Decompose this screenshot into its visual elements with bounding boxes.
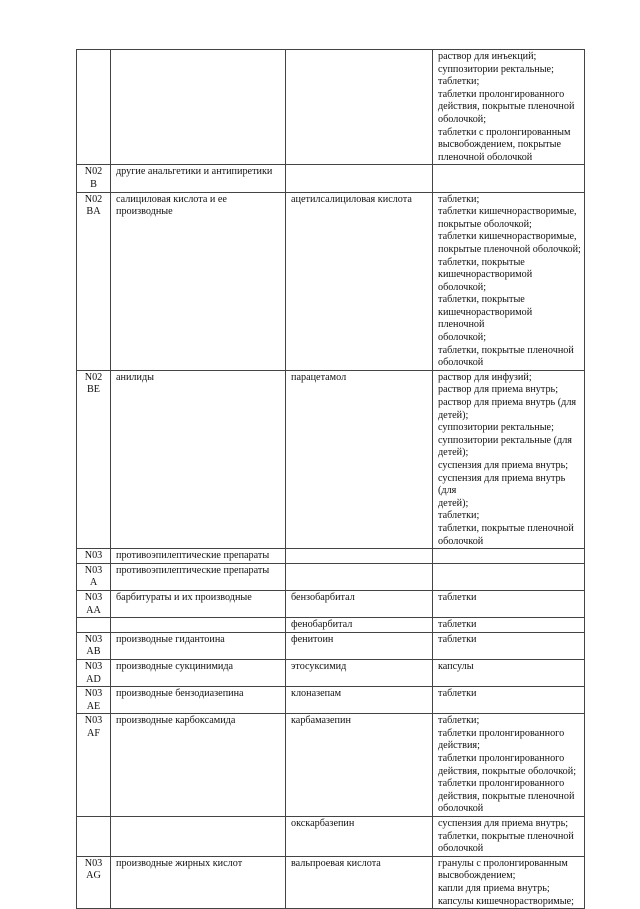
dosage-form-line: таблетки; bbox=[438, 76, 480, 88]
dosage-form-line: таблетки bbox=[438, 591, 477, 603]
atc-code-text: AA bbox=[86, 604, 101, 616]
dosage-form-line: гранулы с пролонгированным bbox=[438, 857, 568, 869]
group-name-cell: барбитураты и их производные bbox=[111, 590, 286, 617]
dosage-form-line: таблетки пролонгированного bbox=[438, 753, 565, 765]
dosage-form-line: действия, покрытые пленочной bbox=[438, 101, 575, 113]
dosage-form-line: действия, покрытые оболочкой; bbox=[438, 765, 577, 777]
dosage-form-line: раствор для приема внутрь; bbox=[438, 384, 559, 396]
dosage-form-line: капсулы кишечнорастворимые; bbox=[438, 895, 574, 907]
atc-code-text: AD bbox=[86, 673, 101, 685]
dosage-form-line: суспензия для приема внутрь; bbox=[438, 818, 569, 830]
substance-name-cell: карбамазепин bbox=[286, 714, 433, 817]
atc-code-cell bbox=[77, 632, 111, 659]
dosage-forms-cell bbox=[433, 165, 585, 192]
dosage-form-line: капсулы bbox=[438, 660, 474, 672]
table-row bbox=[77, 632, 585, 659]
atc-code-text: N03 bbox=[84, 715, 103, 727]
atc-code-text: N03 bbox=[84, 688, 103, 700]
substance-name-cell: окскарбазепин bbox=[286, 817, 433, 857]
dosage-form-line: таблетки; bbox=[438, 715, 480, 727]
group-name-cell bbox=[111, 618, 286, 633]
dosage-form-line: действия, покрытые пленочной bbox=[438, 790, 575, 802]
atc-code-cell bbox=[77, 192, 111, 370]
dosage-form-line: капли для приема внутрь; bbox=[438, 883, 550, 894]
table-row bbox=[77, 165, 585, 192]
atc-code-cell bbox=[77, 165, 111, 192]
table-body bbox=[77, 50, 585, 909]
dosage-form-line: кишечнорастворимой оболочкой; bbox=[438, 269, 533, 293]
atc-code-text: N03 bbox=[84, 591, 103, 603]
atc-code-text: AG bbox=[86, 870, 101, 882]
dosage-form-line: оболочкой bbox=[438, 357, 484, 369]
atc-code-cell bbox=[77, 659, 111, 686]
group-name-cell: производные карбоксамида bbox=[111, 714, 286, 817]
dosage-form-line: высвобождением, покрытые bbox=[438, 139, 561, 151]
dosage-forms-cell bbox=[433, 50, 585, 165]
substance-name-cell: ацетилсалициловая кислота bbox=[286, 192, 433, 370]
atc-code-text: N02 bbox=[84, 371, 103, 383]
dosage-form-line: суппозитории ректальные; bbox=[438, 422, 554, 434]
substance-name-cell: клоназепам bbox=[286, 687, 433, 714]
atc-code-text: B bbox=[90, 178, 97, 190]
group-name-cell: салициловая кислота и ее производные bbox=[111, 192, 286, 370]
dosage-forms-cell bbox=[433, 370, 585, 548]
dosage-form-line: высвобождением; bbox=[438, 870, 516, 882]
drug-list-table bbox=[76, 49, 585, 909]
dosage-form-line: раствор для инфузий; bbox=[438, 371, 532, 383]
table-row bbox=[77, 659, 585, 686]
dosage-forms-cell bbox=[433, 714, 585, 817]
table-row bbox=[77, 50, 585, 165]
dosage-forms-cell bbox=[433, 817, 585, 857]
dosage-form-line: суспензия для приема внутрь (для bbox=[438, 472, 566, 497]
dosage-forms-cell bbox=[433, 590, 585, 617]
substance-name-cell: фенобарбитал bbox=[286, 618, 433, 633]
atc-code-cell bbox=[77, 50, 111, 165]
substance-name-cell bbox=[286, 50, 433, 165]
atc-code-text: N03 bbox=[84, 633, 103, 645]
substance-name-cell: этосуксимид bbox=[286, 659, 433, 686]
dosage-form-line: таблетки bbox=[438, 619, 477, 631]
dosage-form-line: оболочкой bbox=[438, 843, 484, 855]
atc-code-text: BA bbox=[86, 206, 101, 218]
atc-code-text: BE bbox=[86, 384, 101, 396]
table-row bbox=[77, 687, 585, 714]
dosage-form-line: таблетки, покрытые bbox=[438, 256, 525, 268]
dosage-forms-cell bbox=[433, 192, 585, 370]
dosage-form-line: детей); bbox=[438, 497, 469, 509]
atc-code-cell bbox=[77, 856, 111, 908]
group-name-cell: производные жирных кислот bbox=[111, 856, 286, 908]
substance-name-cell bbox=[286, 165, 433, 192]
atc-code-text: AF bbox=[86, 727, 101, 739]
dosage-form-line: таблетки пролонгированного bbox=[438, 88, 565, 100]
atc-code-text: N02 bbox=[84, 193, 103, 205]
dosage-forms-cell bbox=[433, 618, 585, 633]
substance-name-cell: бензобарбитал bbox=[286, 590, 433, 617]
dosage-form-line: таблетки; bbox=[438, 193, 480, 205]
dosage-form-line: таблетки, покрытые bbox=[438, 294, 525, 306]
atc-code-cell bbox=[77, 618, 111, 633]
substance-name-cell bbox=[286, 563, 433, 590]
table-row bbox=[77, 549, 585, 564]
group-name-cell bbox=[111, 50, 286, 165]
table-row bbox=[77, 618, 585, 633]
table-row bbox=[77, 590, 585, 617]
dosage-forms-cell bbox=[433, 687, 585, 714]
table-row bbox=[77, 192, 585, 370]
dosage-form-line: пленочной оболочкой bbox=[438, 151, 533, 163]
dosage-form-line: таблетки пролонгированного bbox=[438, 727, 565, 739]
table-row bbox=[77, 856, 585, 908]
dosage-form-line: раствор для инъекций; bbox=[438, 51, 537, 62]
atc-code-cell bbox=[77, 549, 111, 564]
atc-code-text: N03 bbox=[84, 857, 103, 869]
group-name-cell: противоэпилептические препараты bbox=[111, 563, 286, 590]
dosage-form-line: таблетки, покрытые пленочной bbox=[438, 522, 574, 534]
atc-code-text: N02 bbox=[84, 166, 103, 178]
substance-name-cell: фенитоин bbox=[286, 632, 433, 659]
atc-code-cell bbox=[77, 590, 111, 617]
atc-code-text: N03 bbox=[84, 564, 103, 576]
table-row bbox=[77, 370, 585, 548]
dosage-form-line: таблетки, покрытые пленочной bbox=[438, 830, 574, 842]
dosage-form-line: суппозитории ректальные (для bbox=[438, 434, 572, 446]
dosage-form-line: таблетки пролонгированного bbox=[438, 778, 565, 790]
dosage-form-line: таблетки, покрытые пленочной bbox=[438, 344, 574, 356]
group-name-cell: противоэпилептические препараты bbox=[111, 549, 286, 564]
dosage-form-line: таблетки кишечнорастворимые, bbox=[438, 206, 577, 218]
table-row bbox=[77, 817, 585, 857]
dosage-form-line: детей); bbox=[438, 409, 469, 421]
dosage-form-line: оболочкой bbox=[438, 803, 484, 815]
dosage-form-line: суспензия для приема внутрь; bbox=[438, 460, 569, 471]
atc-code-cell bbox=[77, 687, 111, 714]
dosage-form-line: кишечнорастворимой пленочной bbox=[438, 306, 533, 331]
atc-code-text: AB bbox=[86, 646, 101, 658]
atc-code-text: A bbox=[89, 577, 98, 589]
dosage-form-line: действия; bbox=[438, 740, 480, 752]
dosage-form-line: таблетки bbox=[438, 688, 477, 700]
dosage-forms-cell bbox=[433, 856, 585, 908]
dosage-form-line: детей); bbox=[438, 447, 469, 459]
dosage-form-line: оболочкой; bbox=[438, 332, 487, 344]
table-row bbox=[77, 714, 585, 817]
dosage-form-line: таблетки с пролонгированным bbox=[438, 126, 571, 138]
atc-code-text: AE bbox=[86, 700, 101, 712]
atc-code-text: N03 bbox=[84, 550, 103, 562]
dosage-form-line: раствор для приема внутрь (для bbox=[438, 397, 577, 409]
dosage-form-line: суппозитории ректальные; bbox=[438, 63, 554, 75]
substance-name-cell: парацетамол bbox=[286, 370, 433, 548]
dosage-form-line: таблетки кишечнорастворимые, bbox=[438, 231, 577, 243]
atc-code-cell bbox=[77, 370, 111, 548]
dosage-form-line: оболочкой bbox=[438, 535, 484, 547]
substance-name-cell bbox=[286, 549, 433, 564]
atc-code-cell bbox=[77, 817, 111, 857]
dosage-forms-cell bbox=[433, 563, 585, 590]
substance-name-cell: вальпроевая кислота bbox=[286, 856, 433, 908]
atc-code-cell bbox=[77, 714, 111, 817]
group-name-cell: производные гидантоина bbox=[111, 632, 286, 659]
dosage-forms-cell bbox=[433, 549, 585, 564]
group-name-cell: производные бензодиазепина bbox=[111, 687, 286, 714]
group-name-cell: производные сукцинимида bbox=[111, 659, 286, 686]
group-name-cell: анилиды bbox=[111, 370, 286, 548]
atc-code-text: N03 bbox=[84, 660, 103, 672]
dosage-form-line: покрытые пленочной оболочкой; bbox=[438, 243, 581, 255]
dosage-forms-cell bbox=[433, 659, 585, 686]
dosage-form-line: таблетки bbox=[438, 633, 477, 645]
dosage-form-line: таблетки; bbox=[438, 510, 480, 522]
table-row bbox=[77, 563, 585, 590]
group-name-cell: другие анальгетики и антипиретики bbox=[111, 165, 286, 192]
atc-code-cell bbox=[77, 563, 111, 590]
dosage-form-line: оболочкой; bbox=[438, 113, 487, 125]
group-name-cell bbox=[111, 817, 286, 857]
dosage-forms-cell bbox=[433, 632, 585, 659]
dosage-form-line: покрытые оболочкой; bbox=[438, 218, 532, 230]
